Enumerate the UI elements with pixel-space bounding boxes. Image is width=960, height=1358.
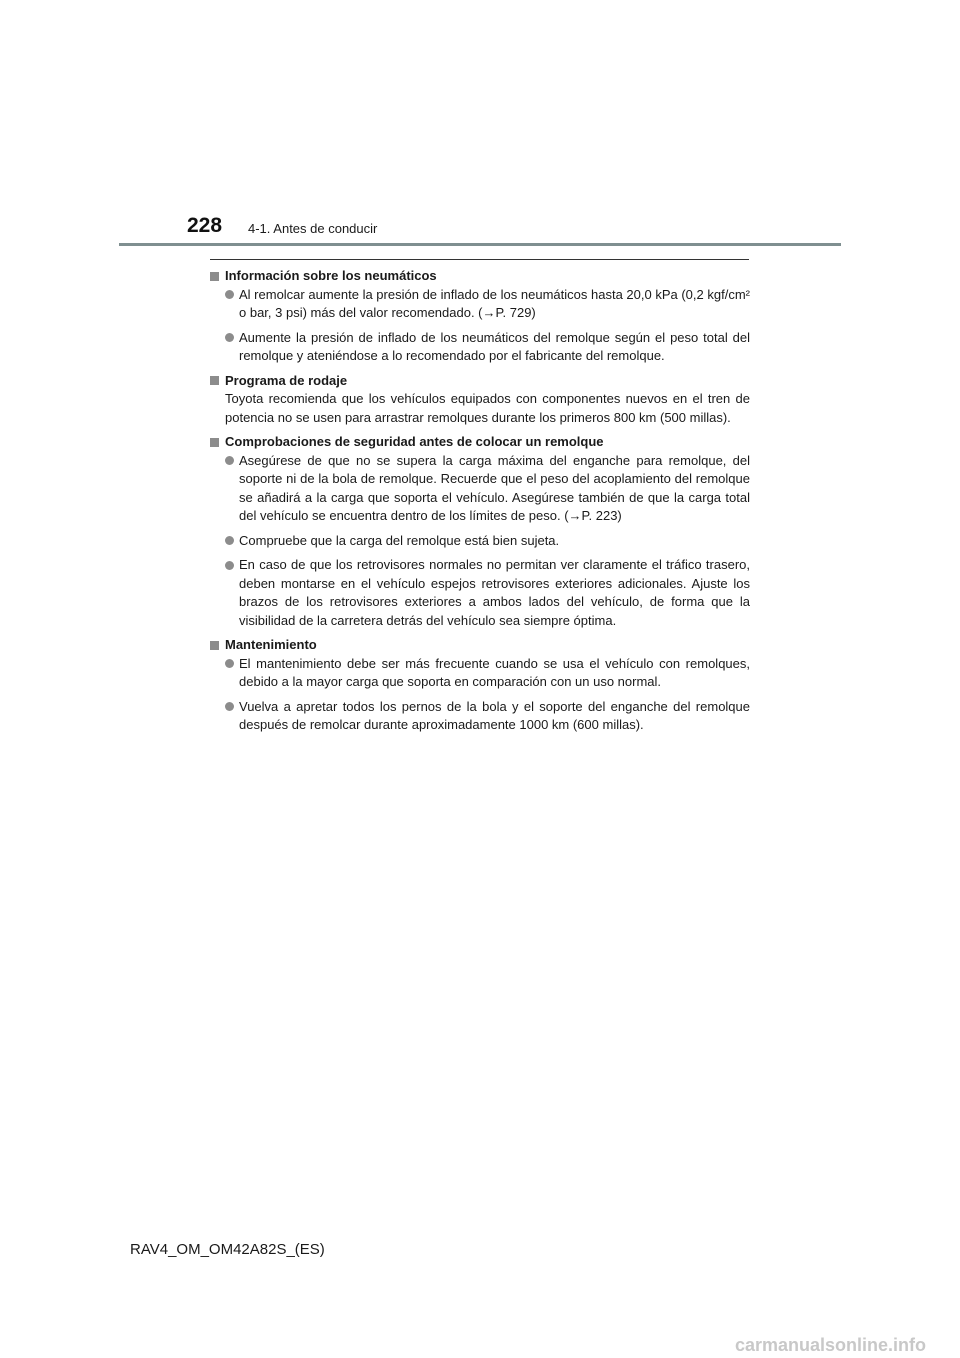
list-item	[225, 655, 750, 692]
circle-bullet-icon	[225, 333, 234, 342]
circle-bullet-icon	[225, 290, 234, 299]
section-heading	[210, 636, 750, 655]
list-item-text: Compruebe que la carga del remolque está bien sujeta.	[239, 532, 560, 548]
list-item-text: El mantenimiento debe ser más frecuente cuando se usa el vehículo con remolques, debido a la mayor carga que soporta en comparación con un uso normal.	[239, 655, 750, 689]
circle-bullet-icon	[225, 702, 234, 711]
square-bullet-icon	[210, 641, 219, 650]
content-rule	[210, 259, 749, 260]
section-heading	[210, 267, 750, 286]
square-bullet-icon	[210, 438, 219, 447]
list-item-text: Asegúrese de que no se supera la carga máxima del enganche para remolque, del soporte ni de la bola de remolque. Recuerde que el peso del acoplamiento del remolque se añadirá a la carga que soporta el vehículo. Asegúrese también de que la carga total del vehículo se encuentra dentro de los límites de peso. (→P. 223)	[239, 452, 750, 523]
section-heading	[210, 372, 750, 391]
page-number: 228	[187, 214, 223, 237]
circle-bullet-icon	[225, 536, 234, 545]
header-rule	[119, 243, 841, 246]
section-comprobaciones	[210, 433, 750, 630]
section-mantenimiento	[210, 636, 750, 735]
circle-bullet-icon	[225, 561, 234, 570]
list-item	[225, 452, 750, 526]
watermark: carmanualsonline.info	[735, 1335, 927, 1355]
list-item	[225, 532, 750, 551]
section-heading-text: Programa de rodaje	[225, 372, 348, 388]
section-paragraph: Toyota recomienda que los vehículos equipados con componentes nuevos en el tren de potencia no se usen para arrastrar remolques durante los primeros 800 km (500 millas).	[225, 391, 750, 425]
section-heading-text: Mantenimiento	[225, 637, 317, 652]
list-item-text: Al remolcar aumente la presión de inflado de los neumáticos hasta 20,0 kPa (0,2 kgf/cm² o bar, 3 psi) más del valor recomendado. (→P. 729)	[239, 286, 750, 320]
section-title: 4-1. Antes de conducir	[248, 221, 378, 236]
list-item	[225, 698, 750, 735]
list-item	[225, 556, 750, 630]
list-item-text: En caso de que los retrovisores normales no permitan ver claramente el tráfico trasero, deben montarse en el vehículo espejos retrovisores exteriores adicionales. Ajuste los brazos de los retrovisores exteriores a ambos lados del vehículo, de forma que la visibilidad de la carretera detrás del vehículo sea siempre óptima.	[239, 557, 750, 628]
section-heading-text: Comprobaciones de seguridad antes de colocar un remolque	[225, 434, 604, 449]
content	[210, 267, 750, 741]
circle-bullet-icon	[225, 456, 234, 465]
section-heading-text: Información sobre los neumáticos	[225, 268, 437, 283]
circle-bullet-icon	[225, 659, 234, 668]
list-item	[225, 286, 750, 323]
section-neumaticos	[210, 267, 750, 366]
document-code: RAV4_OM_OM42A82S_(ES)	[130, 1241, 325, 1258]
square-bullet-icon	[210, 376, 219, 385]
list-item-text: Vuelva a apretar todos los pernos de la bola y el soporte del enganche del remolque después de remolcar durante aproximadamente 1000 km (600 millas).	[239, 698, 750, 732]
square-bullet-icon	[210, 272, 219, 281]
section-rodaje	[210, 372, 750, 428]
list-item-text: Aumente la presión de inflado de los neumáticos del remolque según el peso total del remolque y ateniéndose a lo recomendado por el fabricante del remolque.	[239, 329, 750, 363]
section-heading	[210, 433, 750, 452]
list-item	[225, 329, 750, 366]
